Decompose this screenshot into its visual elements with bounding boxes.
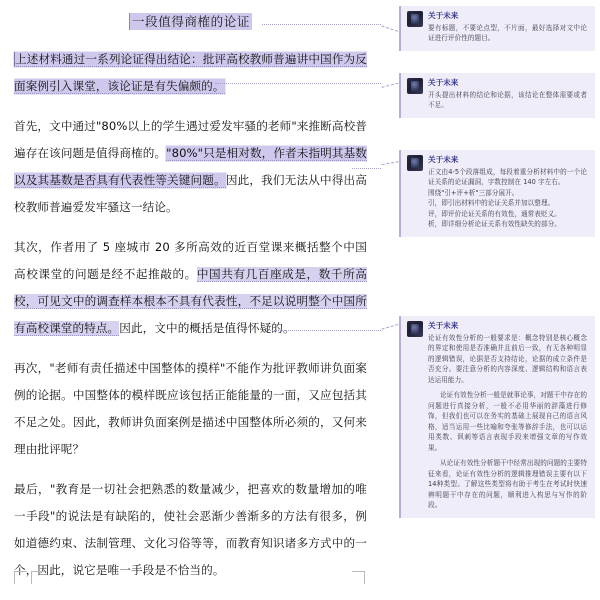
paragraph-thesis[interactable]	[14, 46, 367, 100]
comment-line: 论证有效性分析一般是就事论事，对题干中存在的问题进行真接分析，一般不必用华丽的辞藻进行修饰，但我们也可以在务实的基础上展现自己的语言风格，适当运用一些比喻和夸张等修辞手法，也可以运用类数、讽刺等语言表现手段来增强文章的写作效果。	[428, 391, 587, 452]
text-run-second-b: 因此，文中的概括是值得怀疑的。	[119, 321, 295, 335]
crop-mark-bottom-right	[352, 571, 365, 584]
user-avatar-icon	[407, 11, 423, 27]
text-run-first-a: 首先，文中通过"80%以上的学生遇过爱发牢骚的老师"来推断高校普遍存在该问题是值得商榷的。	[14, 119, 367, 160]
comment-leader-3	[381, 161, 399, 166]
comment-body	[428, 11, 587, 44]
comment-card[interactable]	[399, 6, 595, 51]
highlight-run-first[interactable]: "80%"只是相对数，作者未指明其基数以及其基数是否具有代表性等关键问题。	[14, 146, 367, 187]
comment-leader-1	[381, 24, 398, 32]
comment-anchor-line-title	[262, 24, 381, 25]
comment-line: 从论证有效性分析题干中经常出现的问题的主要特征来看，论证有效性分析的逻辑推理错误主要有以下14种类型。了解这些类型将有助于考生在考试时快速辨明题干中存在的问题，顺利进入构思与写作的阶段。	[428, 459, 587, 509]
crop-mark-bottom-inner	[31, 571, 44, 584]
crop-mark-bottom-left	[14, 571, 27, 584]
user-avatar-icon	[407, 78, 423, 94]
paragraph-last-point[interactable]	[14, 476, 367, 584]
user-avatar-icon	[407, 321, 423, 337]
comment-header	[407, 78, 587, 111]
paragraph-second-point[interactable]	[14, 234, 367, 342]
comment-line: 论证有效性分析的一般要求是：概念特别是核心概念的界定和使用是否准确并且前后一致，有无各种明显的逻辑错误，论据是否支持结论，论据的成立条件是否充分。要注意分析的内容深度、逻辑结构和语言表达运用能力。	[428, 333, 587, 384]
user-avatar-icon	[407, 155, 423, 171]
comment-text	[428, 167, 587, 230]
comment-line: 引，即引出材料中的论证关系并加以整理。	[428, 199, 555, 207]
comment-body	[428, 155, 587, 230]
text-run-first-b: 因此，我们无法从中得出高校教师普遍爱发牢骚这一结论。	[14, 173, 367, 214]
comment-author[interactable]: 关于未来	[428, 78, 459, 87]
comment-author[interactable]: 关于未来	[428, 155, 459, 164]
comment-anchor-line-first	[352, 168, 381, 169]
text-run-last: 最后，"教育是一切社会把熟悉的数量减少，把喜欢的数量增加的唯一手段"的说法是有缺陷的，使社会恶渐少善渐多的方法有很多，例如道德约束、法制管理、文化习俗等等，而教育知识诸多方式中的一个，因此，说它是唯一手段是不恰当的。	[14, 482, 367, 577]
comment-body	[428, 78, 587, 111]
highlight-run-thesis[interactable]: 上述材料通过一系列论证得出结论：批评高校教师普遍讲中国作为反面案例引入课堂，该论证是有失偏颇的。	[14, 52, 367, 93]
comments-pane[interactable]	[381, 0, 600, 600]
comment-header	[407, 155, 587, 230]
comment-leader-2	[381, 83, 398, 89]
comment-text	[428, 90, 587, 111]
comment-line: 评，即评价论证关系的有效性，通常表贬义。	[428, 209, 561, 218]
comment-line: 析，即详细分析论证关系有效性缺失的部分。	[428, 220, 561, 228]
comment-line: 要有标题，不要论点型，不片面，最好选择对文中论证进行评价性的题目。	[428, 23, 587, 42]
comment-text	[428, 333, 587, 511]
text-run-second-a: 其次，作者用了 5 座城市 20 多所高效的近百堂课来概括整个中国高校课堂的问题是经不起推敲的。	[14, 240, 367, 281]
paragraph-third-point[interactable]	[14, 355, 367, 463]
comment-line: 正文由4-5个段落组成，每段着重分析材料中的一个论证关系的论证漏洞，字数控制在 140 字左右。	[428, 167, 587, 186]
comment-card[interactable]	[399, 150, 595, 237]
highlight-run-second[interactable]: 中国共有几百座成是，数千所高校，可见文中的调查样本根本不具有代表性，不足以说明整个中国所有高校课堂的特点。	[14, 267, 367, 335]
text-run-third: 再次，"老师有责任描述中国整体的摸样"不能作为批评教师讲负面案例的论据。中国整体的模样既应该包括正能能量的一面，又应包括其不足之处。因此，教师讲负面案例是描述中国整体所必须的，又何来理由批评呢？	[14, 361, 367, 456]
comment-card[interactable]	[399, 316, 595, 518]
paragraph-first-point[interactable]	[14, 113, 367, 221]
comment-author[interactable]: 关于未来	[428, 11, 459, 20]
comment-card[interactable]	[399, 73, 595, 118]
comment-anchor-line-second	[268, 330, 381, 331]
comment-text	[428, 23, 587, 44]
comment-body	[428, 321, 587, 511]
comment-line: 围绕"引+评+析"三部分展开。	[428, 188, 519, 197]
comment-line: 开头提出材料的结论和论据，该结论在整体需要或者不足。	[428, 90, 587, 109]
comment-anchor-line-thesis	[215, 83, 381, 84]
comment-author[interactable]: 关于未来	[428, 321, 459, 330]
page-title-text: 一段值得商榷的论证	[129, 13, 252, 30]
comment-leader-4	[381, 324, 398, 331]
comment-header	[407, 321, 587, 511]
page-title	[14, 12, 367, 32]
comment-header	[407, 11, 587, 44]
